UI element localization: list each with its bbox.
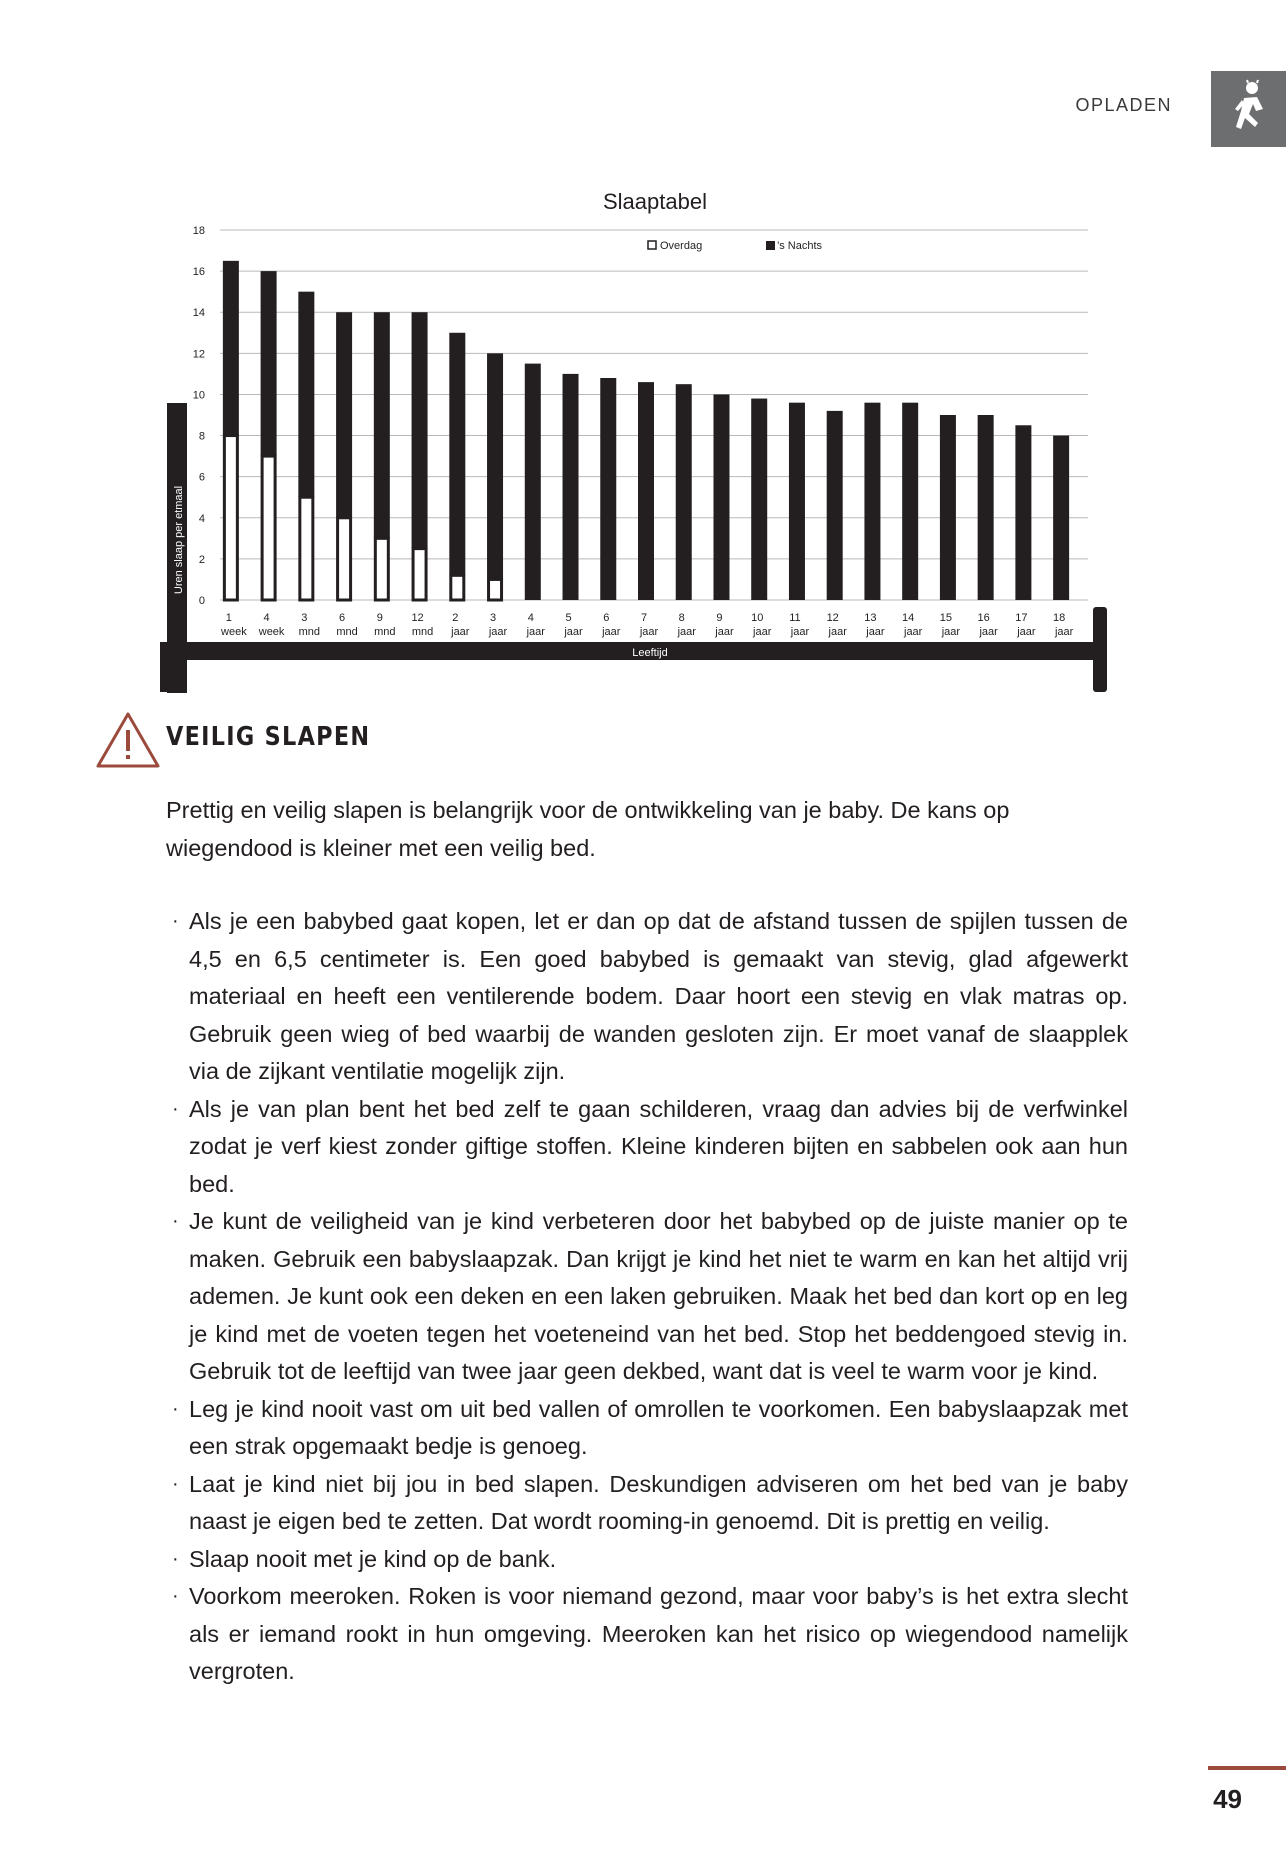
bar-overdag — [262, 456, 275, 600]
legend-label-overdag: Overdag — [660, 240, 703, 252]
bar-nachts — [298, 292, 314, 498]
x-tick-label: jaar — [866, 626, 885, 638]
running-figure-icon — [1211, 71, 1286, 147]
x-tick-label: 11 — [789, 612, 801, 624]
bar-nachts — [827, 411, 843, 600]
bullet-marker: · — [172, 1547, 179, 1570]
x-tick-label: 2 — [452, 612, 459, 624]
x-tick-label: 5 — [565, 612, 572, 624]
y-tick-label: 6 — [198, 471, 205, 484]
x-tick-label: jaar — [979, 626, 998, 638]
x-tick-label: jaar — [639, 626, 659, 638]
bar-nachts — [940, 415, 956, 600]
x-axis-band-right-post — [1093, 607, 1107, 692]
x-axis-label: Leeftijd — [632, 647, 668, 659]
bar-overdag — [224, 436, 237, 600]
x-tick-label: 6 — [603, 612, 610, 624]
x-tick-label: jaar — [564, 626, 583, 638]
x-tick-label: jaar — [526, 626, 545, 638]
x-tick-label: 17 — [1015, 612, 1028, 624]
bullet-marker: · — [172, 1472, 179, 1495]
bar-nachts — [1015, 425, 1031, 600]
bar-nachts — [638, 382, 654, 600]
list-item — [160, 1091, 1128, 1204]
bar-overdag — [338, 518, 351, 600]
x-tick-label: 18 — [1053, 612, 1066, 624]
footer-rule — [1208, 1766, 1286, 1770]
x-tick-label: week — [258, 626, 285, 638]
x-tick-label: 12 — [411, 612, 424, 624]
list-item-text: Laat je kind niet bij jou in bed slapen. Deskundigen adviseren om het bed van je baby naast je eigen bed te zetten. Dat wordt rooming-in genoemd. Dit is prettig en veilig. — [189, 1470, 1128, 1534]
bullet-marker: · — [172, 1585, 179, 1607]
bar-nachts — [978, 415, 994, 600]
bar-nachts — [563, 374, 579, 600]
x-tick-label: 8 — [678, 612, 685, 624]
x-tick-label: 13 — [864, 612, 877, 624]
legend-swatch-overdag — [648, 241, 656, 249]
list-item — [160, 903, 1128, 1091]
bar-nachts — [864, 403, 880, 600]
y-tick-label: 10 — [192, 389, 205, 402]
x-tick-label: 1 — [225, 612, 232, 624]
x-tick-label: mnd — [298, 626, 321, 638]
page-number: 49 — [1213, 1784, 1242, 1814]
x-tick-label: jaar — [488, 626, 508, 638]
y-tick-label: 8 — [198, 430, 205, 443]
bar-nachts — [751, 399, 767, 600]
list-item-text: Als je een babybed gaat kopen, let er dan op dat de afstand tussen de spijlen tussen de 4,5 en 6,5 centimeter is. Een goed babybed is gemaakt van stevig, glad afgewerkt materiaal en heeft een ventilerende bodem. Daar hoort een stevig en vlak matras op. Gebruik geen wieg of bed waarbij de wanden gesloten zijn. Er moet vanaf de slaapplek via de zijkant ventilatie mogelijk zijn. — [189, 908, 1128, 1084]
bullet-marker: · — [172, 910, 179, 932]
list-item-text: Je kunt de veiligheid van je kind verbeteren door het babybed op de juiste manier op te maken. Gebruik een babyslaapzak. Dan krijgt je kind het niet te warm en kan het altijd vrij ademen. Je kunt ook een deken en een laken gebruiken. Maak het bed dan kort op en leg je kind met de voeten tegen het voeteneind van het bed. Stop het beddengoed stevig in. Gebruik tot de leeftijd van twee jaar geen dekbed, want dat is veel te warm voor je kind. — [189, 1208, 1128, 1384]
x-tick-label: jaar — [790, 626, 810, 638]
intro-paragraph: Prettig en veilig slapen is belangrijk voor de ontwikkeling van je baby. De kans op wiegendood is kleiner met een veilig bed. — [166, 797, 1010, 861]
x-tick-label: jaar — [1054, 626, 1074, 638]
sleep-chart — [160, 185, 1130, 695]
bullet-marker: · — [172, 1210, 179, 1232]
x-tick-label: jaar — [602, 626, 621, 638]
x-tick-label: jaar — [677, 626, 696, 638]
x-tick-label: 10 — [751, 612, 764, 624]
bullet-marker: · — [172, 1097, 179, 1120]
y-tick-label: 18 — [192, 225, 205, 237]
list-item-text: Leg je kind nooit vast om uit bed vallen of omrollen te voorkomen. Een babyslaapzak met een strak opgemaakt bedje is genoeg. — [189, 1395, 1128, 1459]
bar-nachts — [374, 312, 390, 538]
chart-title: Slaaptabel — [603, 189, 707, 214]
list-item — [160, 1541, 1128, 1579]
list-item — [160, 1391, 1128, 1466]
x-tick-label: 14 — [902, 612, 915, 624]
bar-nachts — [223, 261, 239, 436]
x-tick-label: 16 — [977, 612, 990, 624]
x-tick-label: jaar — [904, 626, 923, 638]
x-tick-label: 9 — [376, 612, 383, 624]
bar-overdag — [451, 575, 464, 600]
legend-label-nachts: ’s Nachts — [777, 240, 823, 252]
x-tick-label: jaar — [1017, 626, 1036, 638]
list-item-text: Slaap nooit met je kind op de bank. — [189, 1545, 557, 1572]
x-tick-label: 6 — [339, 612, 346, 624]
y-tick-label: 14 — [192, 307, 205, 320]
x-tick-label: 15 — [939, 612, 953, 624]
y-tick-label: 16 — [192, 266, 205, 279]
x-axis-band-left-post — [160, 642, 169, 692]
y-tick-label: 0 — [198, 595, 205, 607]
bar-nachts — [902, 403, 918, 600]
bar-nachts — [600, 378, 616, 600]
bar-nachts — [336, 312, 352, 518]
section-tab — [1211, 71, 1286, 147]
list-item — [160, 1578, 1128, 1691]
bar-nachts — [525, 364, 541, 600]
bar-nachts — [676, 384, 692, 600]
x-tick-label: week — [221, 626, 247, 638]
x-tick-label: 4 — [263, 612, 270, 624]
x-tick-label: 12 — [826, 612, 839, 624]
x-tick-label: mnd — [374, 626, 396, 638]
x-tick-label: mnd — [336, 626, 358, 638]
section-label: OPLADEN — [1075, 95, 1172, 115]
legend-swatch-nachts — [766, 241, 775, 250]
bar-nachts — [1053, 436, 1069, 600]
x-tick-label: 3 — [301, 612, 308, 624]
x-tick-label: jaar — [753, 626, 772, 638]
x-tick-label: 4 — [527, 612, 534, 624]
y-tick-label: 12 — [192, 348, 205, 361]
section-title: VEILIG SLAPEN — [166, 722, 371, 752]
x-tick-label: 7 — [640, 612, 648, 624]
sleep-chart-svg — [160, 185, 1130, 695]
x-tick-label: jaar — [941, 626, 961, 638]
list-item-text: Als je van plan bent het bed zelf te gaan schilderen, vraag dan advies bij de verfwinkel zodat je verf kiest zonder giftige stoffen. Kleine kinderen bijten en sabbelen ook aan hun bed. — [189, 1095, 1128, 1197]
x-tick-label: jaar — [715, 626, 734, 638]
bullet-marker: · — [172, 1397, 179, 1420]
warning-triangle-icon — [95, 710, 161, 770]
safety-bullet-list — [160, 903, 1128, 1691]
bar-nachts — [487, 353, 503, 579]
list-item — [160, 1466, 1128, 1541]
y-axis-label: Uren slaap per etmaal — [173, 485, 185, 595]
bar-nachts — [449, 333, 465, 576]
bar-overdag — [375, 538, 388, 600]
list-item-text: Voorkom meeroken. Roken is voor niemand gezond, maar voor baby’s is het extra slecht als er iemand rookt in hun omgeving. Meeroken kan het risico op wiegendood namelijk vergroten. — [189, 1583, 1128, 1684]
x-tick-label: 9 — [716, 612, 723, 624]
x-tick-label: jaar — [828, 626, 847, 638]
x-tick-label: 3 — [489, 612, 497, 624]
y-tick-label: 4 — [198, 512, 205, 525]
x-tick-label: mnd — [411, 626, 434, 638]
bar-nachts — [789, 403, 805, 600]
bar-overdag — [413, 549, 426, 600]
bar-overdag — [300, 497, 313, 600]
list-item — [160, 1203, 1128, 1391]
bar-nachts — [713, 394, 729, 600]
bar-overdag — [489, 579, 502, 600]
bar-nachts — [412, 312, 428, 548]
y-tick-label: 2 — [198, 553, 205, 566]
x-tick-label: jaar — [451, 626, 470, 638]
bar-nachts — [261, 271, 277, 456]
